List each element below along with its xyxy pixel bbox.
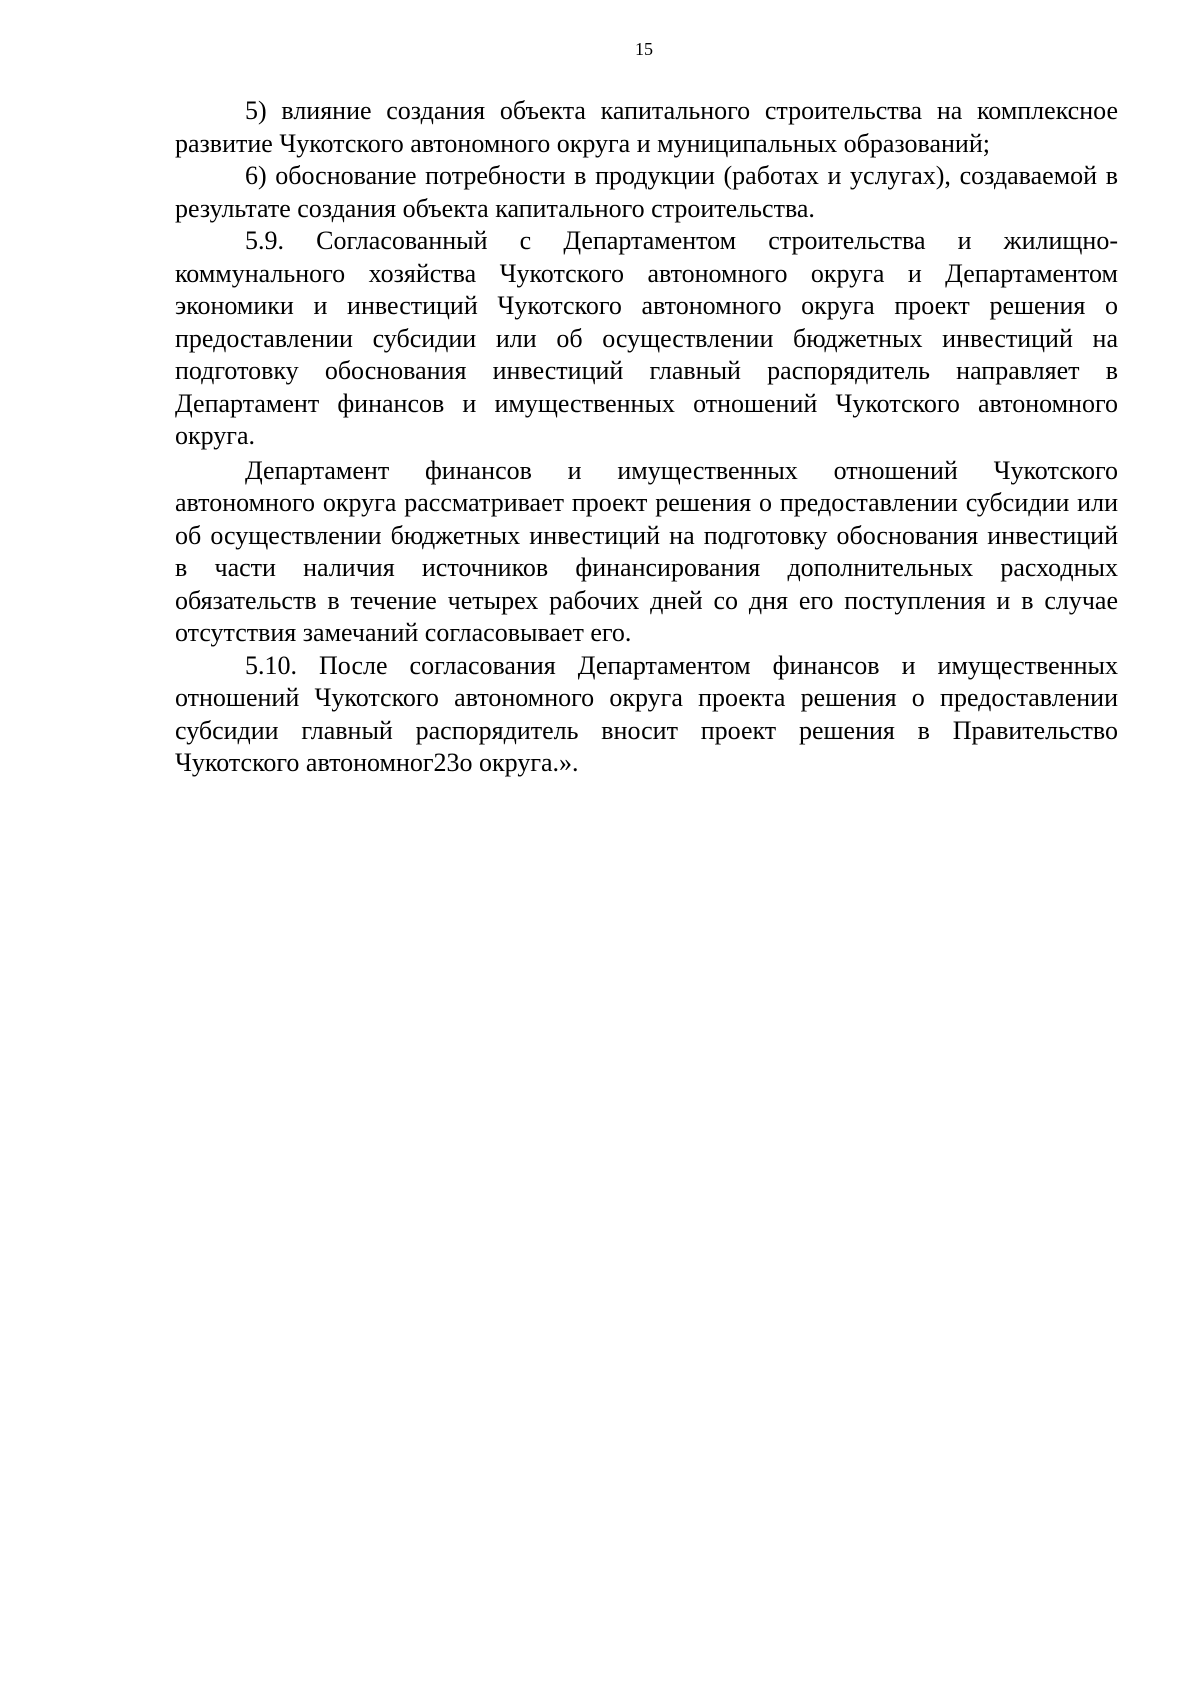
paragraph-finance-department-review: Департамент финансов и имущественных отношений Чукотского автономного округа рассматривает проект решения о предоставлении субсидии или об осуществлении бюджетных инвестиций на подготовку обоснования инвестиций в части наличия источников финансирования дополнительных расходных обязательств в течение четырех рабочих дней со дня его поступления и в случае отсутствия замечаний согласовывает его.	[175, 455, 1118, 647]
page-number: 15	[635, 39, 653, 59]
paragraph-item-5: 5) влияние создания объекта капитального строительства на комплексное развитие Чукотского автономного округа и муниципальных образований;	[175, 96, 1118, 158]
paragraph-clause-5-10: 5.10. После согласования Департаментом финансов и имущественных отношений Чукотского автономного округа проекта решения о предоставлении субсидии главный распорядитель вносит проект решения в Правительство Чукотского автономног23о округа.».	[175, 650, 1118, 777]
document-body	[175, 95, 1118, 780]
paragraph-item-6: 6) обоснование потребности в продукции (работах и услугах), создаваемой в результате создания объекта капитального строительства.	[175, 161, 1118, 223]
paragraph-clause-5-9: 5.9. Согласованный с Департаментом строительства и жилищно-коммунального хозяйства Чукотского автономного округа и Департаментом экономики и инвестиций Чукотского автономного округа проект решения о предоставлении субсидии или об осуществлении бюджетных инвестиций на подготовку обоснования инвестиций главный распорядитель направляет в Департамент финансов и имущественных отношений Чукотского автономного округа.	[175, 226, 1118, 450]
